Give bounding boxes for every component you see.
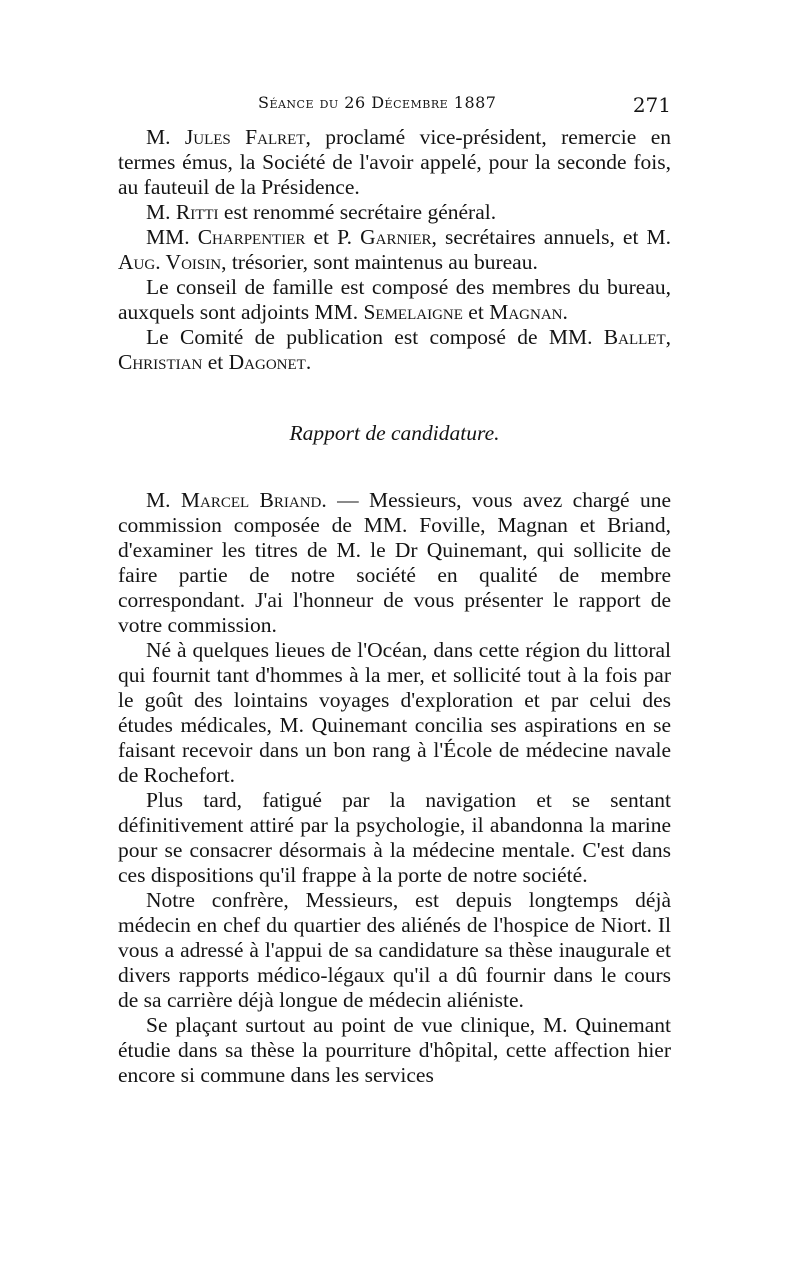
paragraph-falret: M. Jules Falret, proclamé vice-président, remercie en termes émus, la Société de l'avoir appelé, pour la seconde fois, au fauteuil de la Présidence.: [118, 125, 671, 199]
person-name: Christian: [118, 350, 203, 374]
paragraph-text: , proclamé vice-président, remercie en termes émus, la Société de l'avoir appelé, pour la seconde fois, au fauteuil de la Présidence.: [118, 125, 671, 199]
paragraph-conseil: [118, 275, 671, 325]
paragraph-text: , trésorier, sont maintenus au bureau.: [221, 250, 538, 274]
paragraph-these: Se plaçant surtout au point de vue clinique, M. Quinemant étudie dans sa thèse la pourriture d'hôpital, cette affection hier encore si commune dans les services: [118, 1013, 671, 1087]
paragraph-text: . — Messieurs, vous avez chargé une commission composée de MM. Foville, Magnan et Briand, d'examiner les titres de M. le Dr Quinemant, qui sollicite de faire partie de notre société en qualité de membre correspondant. J'ai l'honneur de vous présenter le rapport de votre commission.: [118, 488, 671, 637]
person-name: Jules Falret: [184, 125, 306, 149]
paragraph-text: .: [562, 300, 568, 324]
paragraph-text: ,: [665, 325, 671, 349]
person-name: Marcel Briand: [180, 488, 322, 512]
person-name: Garnier: [360, 225, 432, 249]
page-number: 271: [632, 93, 671, 117]
page-header: [118, 93, 671, 119]
person-name: Charpentier: [197, 225, 306, 249]
paragraph-text: .: [305, 350, 312, 374]
paragraph-text: et: [462, 300, 490, 324]
page-body: [118, 125, 671, 1088]
person-name: Magnan: [489, 300, 563, 324]
person-name: Aug. Voisin: [118, 250, 222, 274]
paragraph-text: , secrétaires annuels, et M.: [431, 225, 672, 249]
paragraph-text: Le Comité de publication est composé de MM.: [146, 325, 604, 349]
paragraph-briand: M. Marcel Briand. — Messieurs, vous avez chargé une commission composée de MM. Foville, Magnan et Briand, d'examiner les titres de M. le Dr Quinemant, qui sollicite de faire partie de notre société en qualité de membre correspondant. J'ai l'honneur de vous présenter le rapport de votre commission.: [118, 488, 671, 637]
person-name: Ballet: [603, 325, 666, 349]
person-name: Dagonet: [228, 350, 306, 374]
paragraph-text: est renommé secrétaire général.: [218, 200, 497, 224]
paragraph-secretaires: MM. Charpentier et P. Garnier, secrétaires annuels, et M. Aug. Voisin, trésorier, sont maintenus au bureau.: [118, 225, 672, 274]
paragraph-text: et P.: [305, 225, 361, 249]
paragraph-plus-tard: Plus tard, fatigué par la navigation et se sentant définitivement attiré par la psychologie, il abandonna la marine pour se consacrer désormais à la médecine mentale. C'est dans ces dispositions qu'il frappe à la porte de notre société.: [118, 788, 671, 887]
section-title: Rapport de candidature.: [289, 421, 500, 445]
person-name: Ritti: [175, 200, 219, 224]
paragraph-confrere: Notre confrère, Messieurs, est depuis longtemps déjà médecin en chef du quartier des aliénés de l'hospice de Niort. Il vous a adressé à l'appui de sa candidature sa thèse inaugurale et divers rapports médico-légaux qu'il a dû fournir dans le cours de sa carrière déjà longue de médecin aliéniste.: [118, 888, 671, 1012]
person-name: Semelaigne: [363, 300, 463, 324]
paragraph-text: Le conseil de famille est composé des membres du bureau, auxquels sont adjoints MM.: [118, 275, 671, 324]
paragraph-ritti: M. Ritti est renommé secrétaire général.: [146, 200, 497, 224]
paragraph-text: et: [202, 350, 229, 374]
paragraph-comite: [118, 325, 671, 375]
paragraph-ne: Né à quelques lieues de l'Océan, dans cette région du littoral qui fournit tant d'hommes à la mer, et sollicité tout à la fois par le goût des lointains voyages d'exploration et par celui des études médicales, M. Quinemant concilia ses aspirations en se faisant recevoir dans un bon rang à l'École de médecine navale de Rochefort.: [118, 638, 671, 787]
running-head: Séance du 26 Décembre 1887: [258, 93, 497, 112]
